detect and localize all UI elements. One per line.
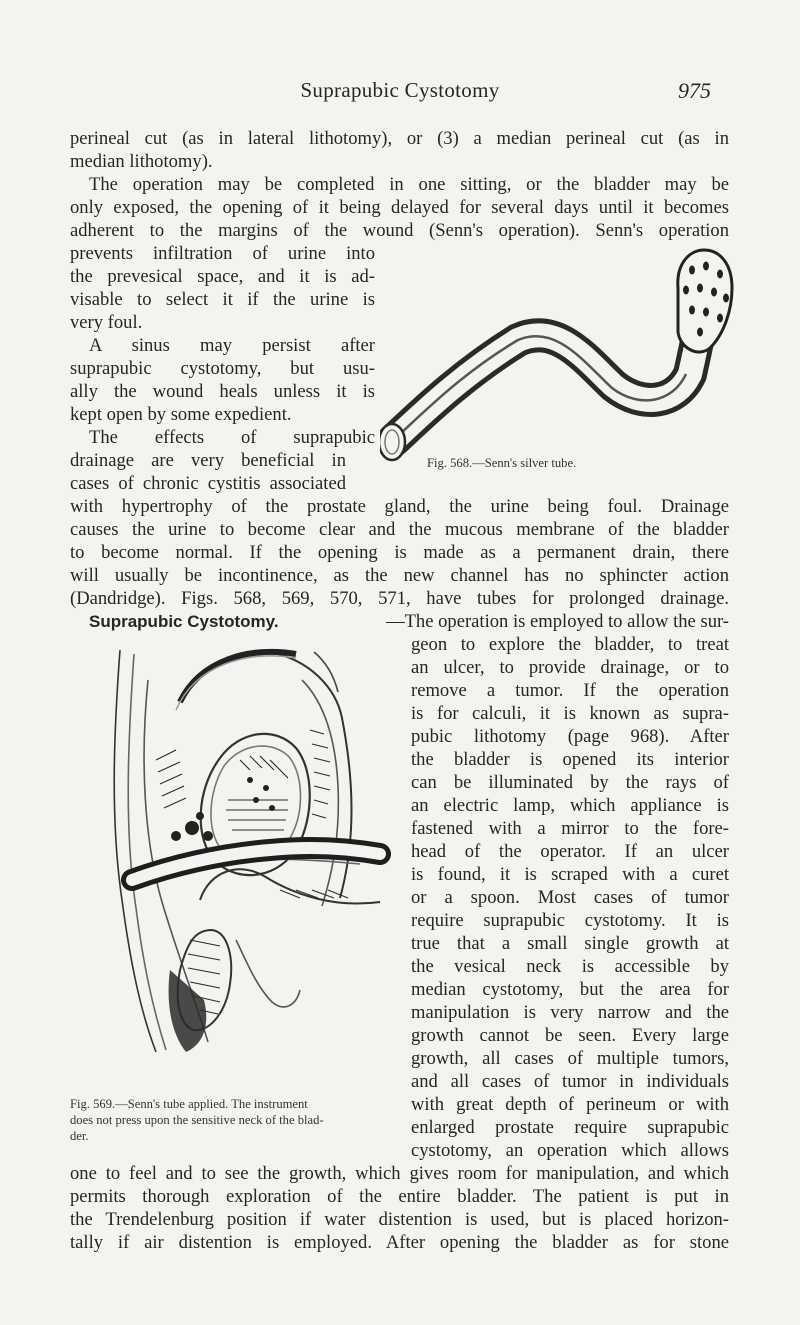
text-line: or a spoon. Most cases of tumor: [411, 887, 729, 908]
text-line: suprapubic cystotomy, but usu-: [70, 358, 375, 379]
text-line: an electric lamp, which appliance is: [411, 795, 729, 816]
text-line: cases of chronic cystitis associated: [70, 473, 346, 494]
text-line: ally the wound heals unless it is: [70, 381, 375, 402]
text-line: cystotomy, an operation which allows: [411, 1140, 729, 1161]
text-line: with great depth of perineum or with: [411, 1094, 729, 1115]
text-line: tally if air distention is employed. After opening the bladder as for stone: [70, 1232, 729, 1253]
text-line: —The operation is employed to allow the sur-: [385, 611, 729, 632]
text-line: prevents infiltration of urine into: [70, 243, 375, 264]
text-line: causes the urine to become clear and the mucous membrane of the bladder: [70, 519, 729, 540]
figure-568-silver-tube: [380, 248, 740, 463]
text-line: only exposed, the opening of it being delayed for several days until it becomes: [70, 197, 729, 218]
text-line: pubic lithotomy (page 968). After: [411, 726, 729, 747]
text-line: true that a small single growth at: [411, 933, 729, 954]
page-number: 975: [678, 78, 711, 103]
text-line: an ulcer, to provide drainage, or to: [411, 657, 729, 678]
text-line: the Trendelenburg position if water distention is used, but is placed horizon-: [70, 1209, 729, 1230]
text-line: can be illuminated by the rays of: [411, 772, 729, 793]
text-line: The effects of suprapubic: [89, 427, 375, 448]
text-line: perineal cut (as in lateral lithotomy), or (3) a median perineal cut (as in: [70, 128, 729, 149]
text-line: the vesical neck is accessible by: [411, 956, 729, 977]
text-line: enlarged prostate require suprapubic: [411, 1117, 729, 1138]
text-line: manipulation is very narrow and the: [411, 1002, 729, 1023]
text-line: kept open by some expedient.: [70, 404, 292, 425]
text-line: with hypertrophy of the prostate gland, the urine being foul. Drainage: [70, 496, 729, 517]
silver-tube-illustration: [380, 248, 740, 463]
figure-569-caption-line: Fig. 569.—Senn's tube applied. The instrument: [70, 1097, 308, 1111]
text-line: and all cases of tumor in individuals: [411, 1071, 729, 1092]
text-line: fastened with a mirror to the fore-: [411, 818, 729, 839]
figure-569-caption-line: der.: [70, 1129, 89, 1143]
text-line: growth cannot be seen. Every large: [411, 1025, 729, 1046]
text-line: permits thorough exploration of the entire bladder. The patient is put in: [70, 1186, 729, 1207]
text-line: the bladder is opened its interior: [411, 749, 729, 770]
figure-569-caption-line: does not press upon the sensitive neck of the blad-: [70, 1113, 324, 1127]
text-line: drainage are very beneficial in: [70, 450, 346, 471]
text-line: is for calculi, it is known as supra-: [411, 703, 729, 724]
text-line: The operation may be completed in one sitting, or the bladder may be: [89, 174, 729, 195]
figure-569-tube-applied: [100, 640, 400, 1060]
running-header: [0, 78, 800, 108]
running-title: Suprapubic Cystotomy: [300, 78, 500, 102]
text-line: to become normal. If the opening is made as a permanent drain, there: [70, 542, 729, 563]
figure-568-caption: Fig. 568.—Senn's silver tube.: [427, 456, 577, 470]
text-line: one to feel and to see the growth, which gives room for manipulation, and which: [70, 1163, 729, 1184]
text-line: require suprapubic cystotomy. It is: [411, 910, 729, 931]
anatomical-illustration: [100, 640, 400, 1060]
text-line: visable to select it if the urine is: [70, 289, 375, 310]
text-line: A sinus may persist after: [89, 335, 375, 356]
text-line: median cystotomy, but the area for: [411, 979, 729, 1000]
text-line: geon to explore the bladder, to treat: [411, 634, 729, 655]
text-line: (Dandridge). Figs. 568, 569, 570, 571, have tubes for prolonged drainage.: [70, 588, 729, 609]
text-line: remove a tumor. If the operation: [411, 680, 729, 701]
text-line: will usually be incontinence, as the new channel has no sphincter action: [70, 565, 729, 586]
text-line: head of the operator. If an ulcer: [411, 841, 729, 862]
section-heading: Suprapubic Cystotomy.: [89, 612, 279, 631]
text-line: very foul.: [70, 312, 143, 333]
text-line: median lithotomy).: [70, 151, 213, 172]
section-heading-line: [89, 611, 729, 633]
text-line: growth, all cases of multiple tumors,: [411, 1048, 729, 1069]
text-line: the prevesical space, and it is ad-: [70, 266, 375, 287]
text-line: is found, it is scraped with a curet: [411, 864, 729, 885]
text-line: adherent to the margins of the wound (Senn's operation). Senn's operation: [70, 220, 729, 241]
